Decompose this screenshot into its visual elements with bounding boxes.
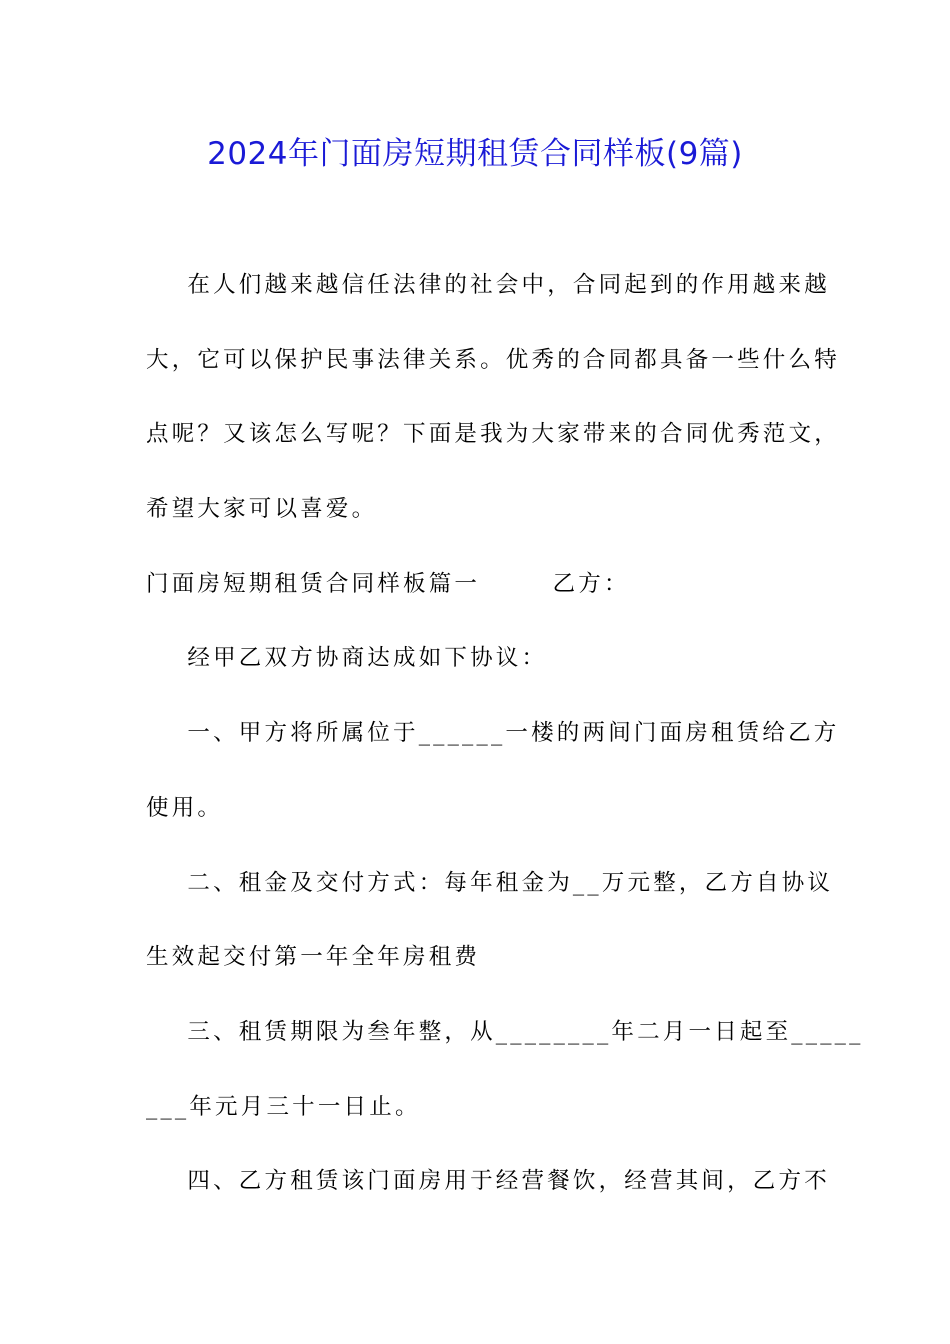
section-heading-line: 门面房短期租赁合同样板篇一 乙方： [146, 571, 630, 597]
clause-line: 三、租赁期限为叁年整，从________年二月一日起至_____ [146, 1019, 864, 1045]
paragraph-line: 经甲乙双方协商达成如下协议： [146, 645, 548, 671]
clause-line: ___年元月三十一日止。 [146, 1094, 421, 1120]
document-title: 2024年门面房短期租赁合同样板(9篇) [207, 136, 743, 172]
clause-line: 使用。 [146, 795, 224, 821]
clause-line: 二、租金及交付方式：每年租金为__万元整，乙方自协议 [146, 870, 834, 896]
clause-line: 生效起交付第一年全年房租费 [146, 944, 481, 970]
clause-line: 一、甲方将所属位于______一楼的两间门面房租赁给乙方 [146, 720, 840, 746]
paragraph-line: 点呢？又该怎么写呢？下面是我为大家带来的合同优秀范文， [146, 421, 840, 447]
clause-line: 四、乙方租赁该门面房用于经营餐饮，经营其间，乙方不 [146, 1168, 830, 1194]
paragraph-line: 希望大家可以喜爱。 [146, 496, 378, 522]
paragraph-line: 大，它可以保护民事法律关系。优秀的合同都具备一些什么特 [146, 347, 840, 373]
paragraph-line: 在人们越来越信任法律的社会中，合同起到的作用越来越 [146, 272, 830, 298]
